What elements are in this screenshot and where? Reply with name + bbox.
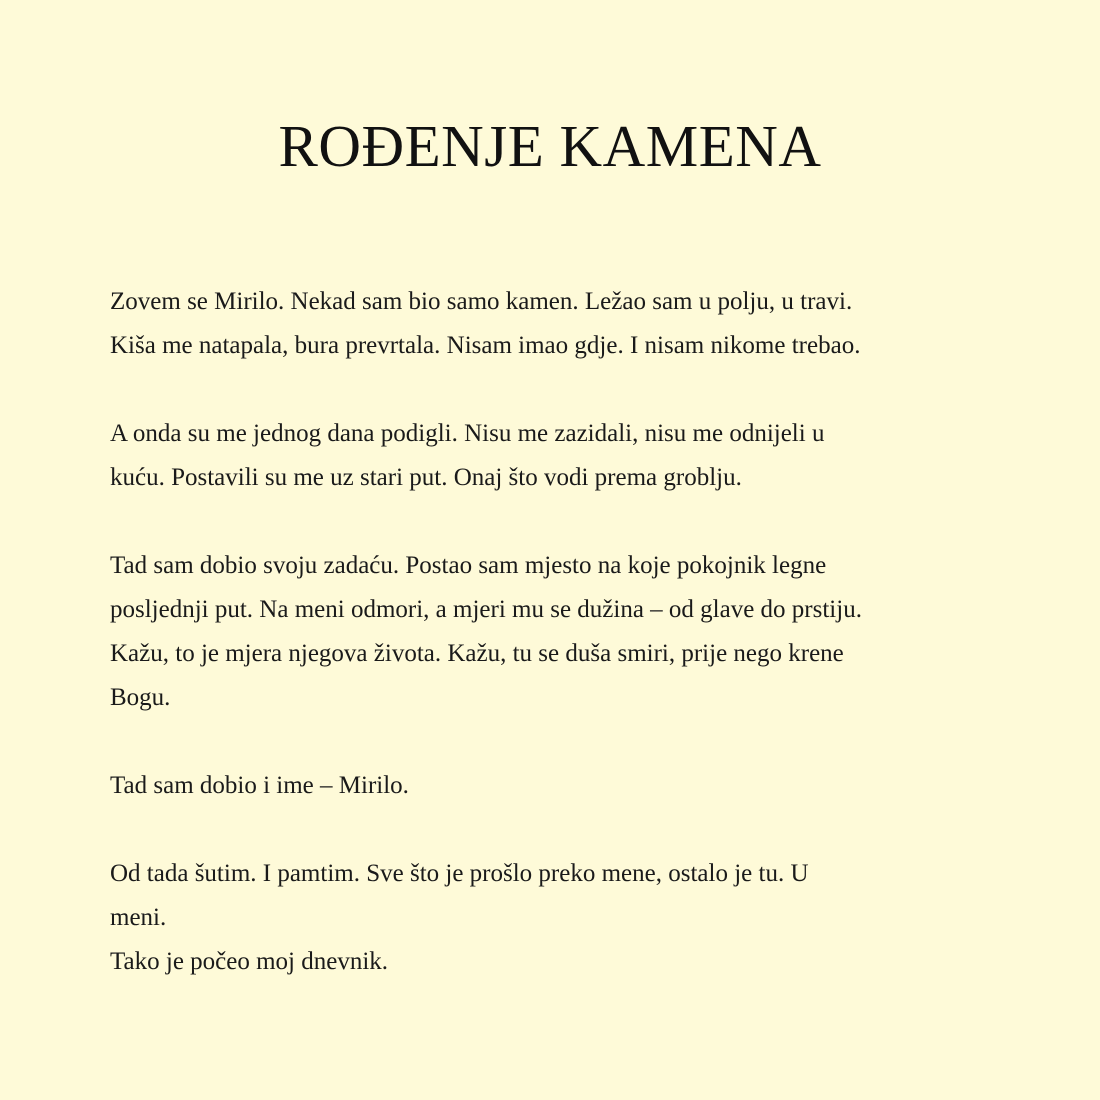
text-line: meni. <box>110 904 167 931</box>
text-line: Zovem se Mirilo. Nekad sam bio samo kamen. Ležao sam u polju, u travi. <box>110 288 853 315</box>
paragraph-4 <box>110 764 1010 808</box>
paragraph-1 <box>110 280 1010 368</box>
text-line: Kažu, to je mjera njegova života. Kažu, tu se duša smiri, prije nego krene <box>110 640 844 667</box>
text-line: Tako je počeo moj dnevnik. <box>110 948 389 975</box>
paragraph-2 <box>110 412 1010 500</box>
page-title: ROĐENJE KAMENA <box>278 113 822 179</box>
text-line: A onda su me jednog dana podigli. Nisu me zazidali, nisu me odnijeli u <box>110 420 825 447</box>
paragraph-5 <box>110 852 1010 984</box>
text-line: posljednji put. Na meni odmori, a mjeri mu se dužina – od glave do prstiju. <box>110 596 862 623</box>
story-body <box>110 280 1010 1028</box>
text-line: Bogu. <box>110 684 171 711</box>
paragraph-3 <box>110 544 1010 720</box>
text-line: Tad sam dobio svoju zadaću. Postao sam mjesto na koje pokojnik legne <box>110 552 827 579</box>
text-line: Tad sam dobio i ime – Mirilo. <box>110 772 409 799</box>
text-line: Od tada šutim. I pamtim. Sve što je prošlo preko mene, ostalo je tu. U <box>110 860 809 887</box>
text-line: Kiša me natapala, bura prevrtala. Nisam imao gdje. I nisam nikome trebao. <box>110 332 861 359</box>
text-line: kuću. Postavili su me uz stari put. Onaj što vodi prema groblju. <box>110 464 742 491</box>
